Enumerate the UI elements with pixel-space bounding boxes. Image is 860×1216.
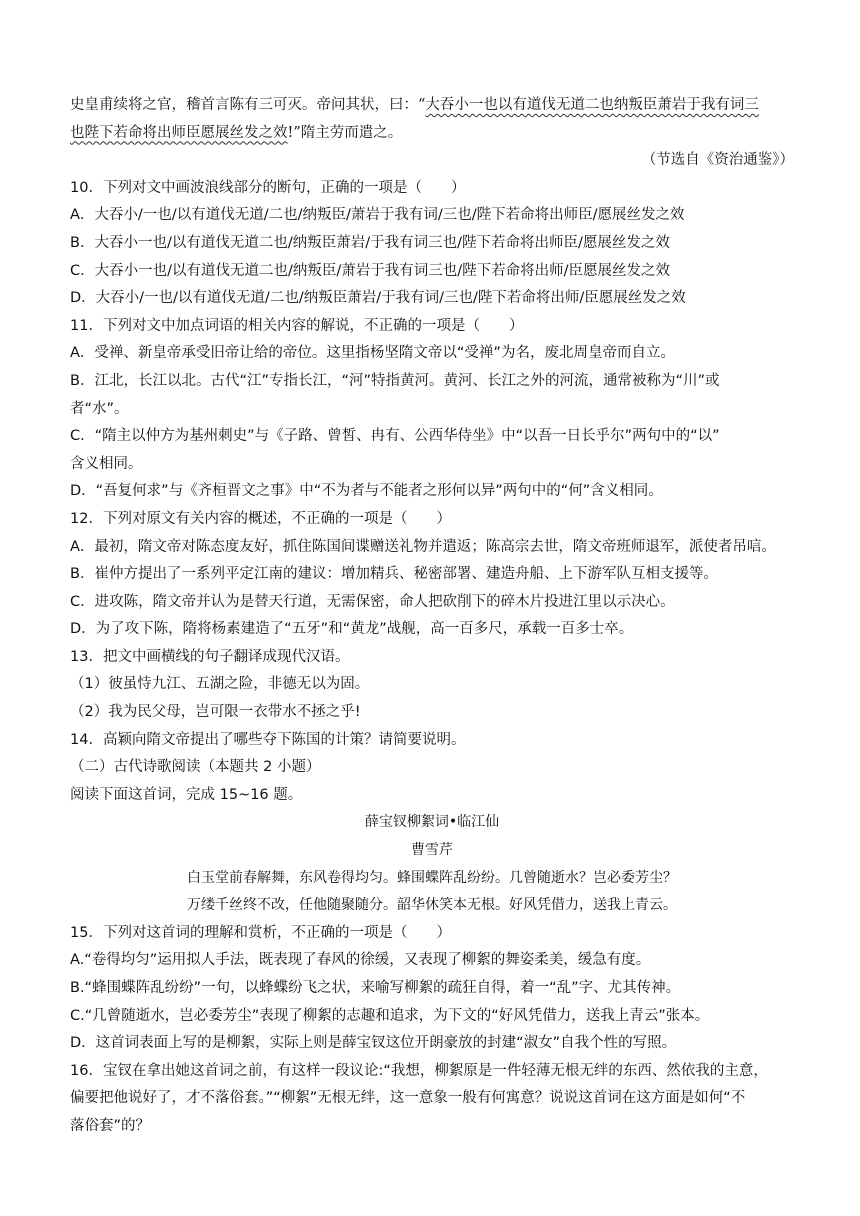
question-12-stem: 12．下列对原文有关内容的概述，不正确的一项是（ ） bbox=[70, 510, 451, 527]
section-instruction: 阅读下面这首词，完成 15~16 题。 bbox=[70, 786, 303, 803]
option-a: A．大吞小/一也/以有道伐无道/二也/纳叛臣/萧岩于我有词/三也/陛下若命将出师臣/愿展丝发之效 bbox=[70, 207, 685, 224]
question-16-line: 16．宝钗在拿出她这首词之前，有这样一段议论:“我想，柳絮原是一件轻薄无根无绊的东西、然依我的主意， bbox=[70, 1062, 768, 1079]
option-c: C.“几曾随逝水，岂必委芳尘”表现了柳絮的志趣和追求，为下文的“好风凭借力，送我上青云”张本。 bbox=[70, 1007, 710, 1024]
poem-author: 曹雪芹 bbox=[411, 842, 453, 859]
option-b: B．江北，长江以北。古代“江”专指长江，“河”特指黄河。黄河、长江之外的河流，通常被称为“川”或 bbox=[70, 372, 720, 389]
question-11-stem: 11．下列对文中加点词语的相关内容的解说，不正确的一项是（ ） bbox=[70, 317, 524, 334]
question-16-line: 落俗套”的？ bbox=[70, 1117, 151, 1134]
sentence-1: （1）彼虽恃九江、五湖之险，非德无以为固。 bbox=[70, 676, 370, 693]
passage-text: !”隋主劳而遣之。 bbox=[287, 124, 403, 141]
poem-title: 薛宝钗柳絮词•临江仙 bbox=[364, 814, 500, 831]
option-c-continued: 含义相同。 bbox=[70, 455, 143, 472]
question-15-stem: 15．下列对这首词的理解和赏析，不正确的一项是（ ） bbox=[70, 924, 451, 941]
option-b-continued: 者“水”。 bbox=[70, 400, 129, 417]
option-c: C．“隋主以仲方为基州刺史”与《子路、曾皙、冉有、公西华侍坐》中“以吾一日长乎尔”两句中的“以” bbox=[70, 428, 720, 445]
wavy-underlined-text: 大吞小一也以有道伐无道二也纳叛臣萧岩于我有词三 bbox=[425, 97, 759, 113]
option-b: B．崔仲方提出了一系列平定江南的建议：增加精兵、秘密部署、建造舟船、上下游军队互相支援等。 bbox=[70, 566, 718, 583]
section-title: （二）古代诗歌阅读（本题共 2 小题） bbox=[70, 759, 321, 776]
document-page bbox=[70, 92, 794, 1141]
passage-line bbox=[70, 120, 794, 148]
option-b: B.“蜂围蝶阵乱纷纷”一句，以蜂蝶纷飞之状，来喻写柳絮的疏狂自得，着一“乱”字、尤其传神。 bbox=[70, 980, 681, 996]
option-a: A．受禅、新皇帝承受旧帝让给的帝位。这里指杨坚隋文帝以“受禅”为名，废北周皇帝而自立。 bbox=[70, 345, 675, 362]
option-d: D．为了攻下陈，隋将杨素建造了“五牙”和“黄龙”战舰，高一百多尺，承载一百多士卒。 bbox=[70, 621, 634, 638]
poem-line: 万缕千丝终不改，任他随聚随分。韶华休笑本无根。好风凭借力，送我上青云。 bbox=[187, 897, 677, 914]
option-b: B．大吞小一也/以有道伐无道二也/纳叛臣萧岩/于我有词三也/陛下若命将出师臣/愿展丝发之效 bbox=[70, 234, 670, 251]
option-c: C．进攻陈，隋文帝并认为是替天行道，无需保密，命人把砍削下的碎木片投进江里以示决心。 bbox=[70, 593, 675, 610]
passage-source: （节选自《资治通鉴》） bbox=[641, 152, 794, 169]
question-16-line: 偏要把他说好了，才不落俗套。”“柳絮”无根无绊，这一意象一般有何寓意？说说这首词在这方面是如何“不 bbox=[70, 1090, 746, 1107]
option-d: D．大吞小/一也/以有道伐无道/二也/纳叛臣萧岩/于我有词/三也/陛下若命将出师/臣愿展丝发之效 bbox=[70, 290, 686, 307]
question-14-stem: 14．高颖向隋文帝提出了哪些夺下陈国的计策？请简要说明。 bbox=[70, 731, 466, 748]
question-13-stem: 13．把文中画横线的句子翻译成现代汉语。 bbox=[70, 648, 350, 665]
option-a: A．最初，隋文帝对陈态度友好，抓住陈国间谍赠送礼物并遣返；陈高宗去世，隋文帝班师退军，派使者吊唁。 bbox=[70, 538, 776, 555]
option-d: D．这首词表面上写的是柳絮，实际上则是薛宝钗这位开朗豪放的封建“淑女”自我个性的写照。 bbox=[70, 1035, 677, 1052]
wavy-underlined-text: 也陛下若命将出师臣愿展丝发之效 bbox=[70, 124, 288, 141]
passage-text: 史皇甫续将之官，稽首言陈有三可灭。帝问其状，曰：“ bbox=[70, 97, 426, 113]
option-a: A.“卷得均匀”运用拟人手法，既表现了春风的徐缓，又表现了柳絮的舞姿柔美，缓急有度。 bbox=[70, 952, 651, 969]
option-d: D．“吾复何求”与《齐桓晋文之事》中“不为者与不能者之形何以异”两句中的“何”含义相同。 bbox=[70, 483, 663, 500]
poem-line: 白玉堂前春解舞，东风卷得均匀。蜂围蝶阵乱纷纷。几曾随逝水？岂必委芳尘？ bbox=[187, 869, 677, 886]
passage-line bbox=[70, 92, 794, 120]
sentence-2: （2）我为民父母，岂可限一衣带水不拯之乎! bbox=[70, 704, 361, 721]
option-c: C．大吞小一也/以有道伐无道二也/纳叛臣/萧岩于我有词三也/陛下若命将出师/臣愿展丝发之效 bbox=[70, 262, 671, 279]
question-10-stem: 10．下列对文中画波浪线部分的断句，正确的一项是（ ） bbox=[70, 179, 466, 196]
